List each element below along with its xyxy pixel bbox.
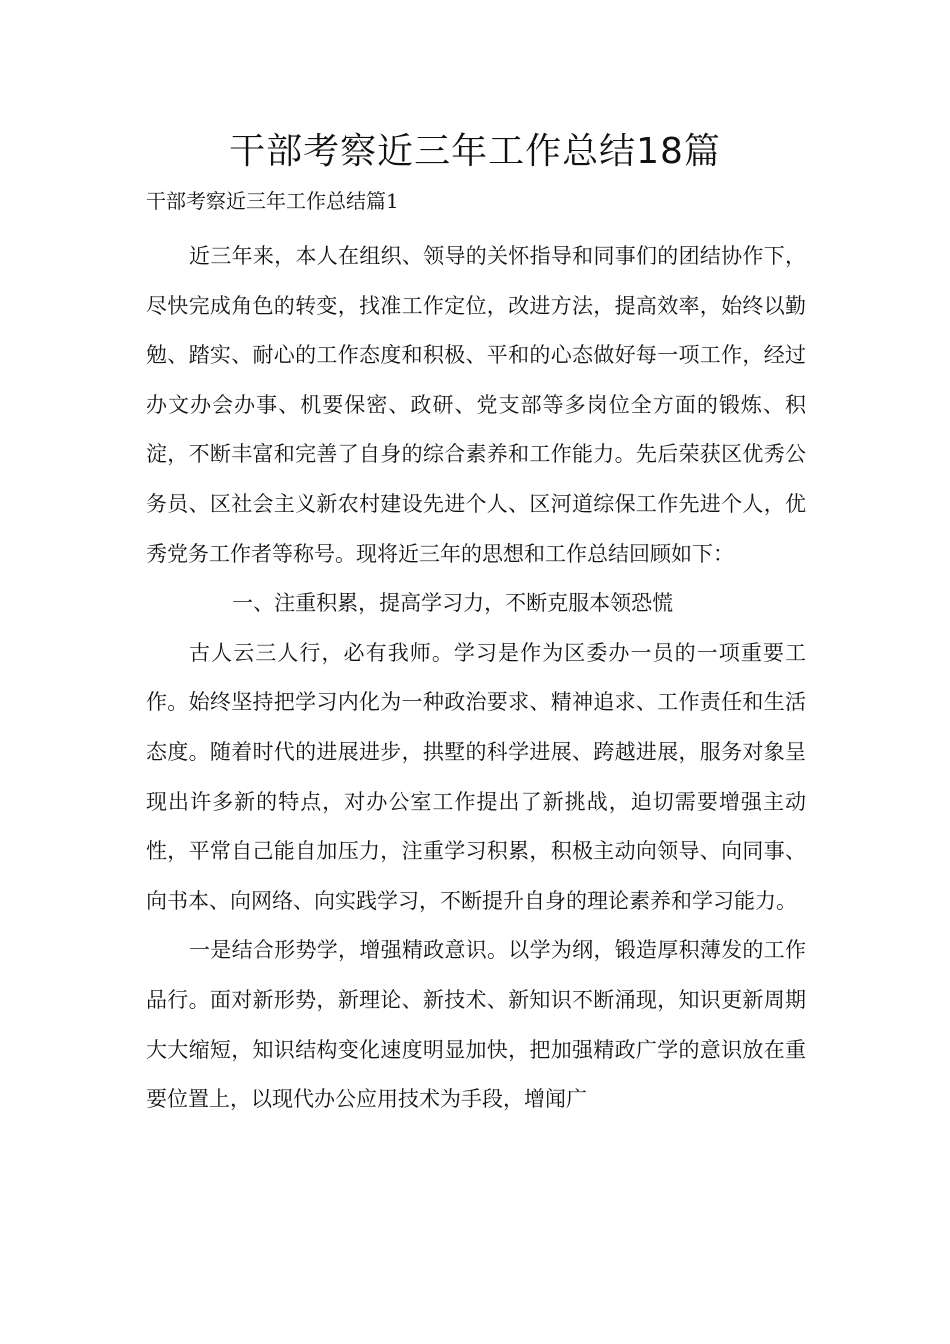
document-body: [146, 232, 806, 1125]
paragraph-point-one: 一是结合形势学，增强精政意识。以学为纲，锻造厚积薄发的工作品行。面对新形势，新理论、新技术、新知识不断涌现，知识更新周期大大缩短，知识结构变化速度明显加快，把加强精政广学的意识放在重要位置上，以现代办公应用技术为手段，增闻广: [146, 938, 806, 1112]
document-title: 干部考察近三年工作总结18篇: [229, 131, 721, 172]
paragraph-learning: 古人云三人行，必有我师。学习是作为区委办一员的一项重要工作。始终坚持把学习内化为一种政治要求、精神追求、工作责任和生活态度。随着时代的进展进步，拱墅的科学进展、跨越进展，服务对象呈现出许多新的特点，对办公室工作提出了新挑战，迫切需要增强主动性，平常自己能自加压力，注重学习积累，积极主动向领导、向同事、向书本、向网络、向实践学习，不断提升自身的理论素养和学习能力。: [146, 640, 806, 913]
section-title: 干部考察近三年工作总结篇1: [146, 189, 399, 213]
subheading-accumulate-learning: 一、注重积累，提高学习力，不断克服本领恐慌: [232, 591, 674, 616]
paragraph-intro: 近三年来，本人在组织、领导的关怀指导和同事们的团结协作下，尽快完成角色的转变，找准工作定位，改进方法，提高效率，始终以勤勉、踏实、耐心的工作态度和积极、平和的心态做好每一项工作，经过办文办会办事、机要保密、政研、党支部等多岗位全方面的锻炼、积淀，不断丰富和完善了自身的综合素养和工作能力。先后荣获区优秀公务员、区社会主义新农村建设先进个人、区河道综保工作先进个人，优秀党务工作者等称号。现将近三年的思想和工作总结回顾如下：: [146, 244, 806, 566]
